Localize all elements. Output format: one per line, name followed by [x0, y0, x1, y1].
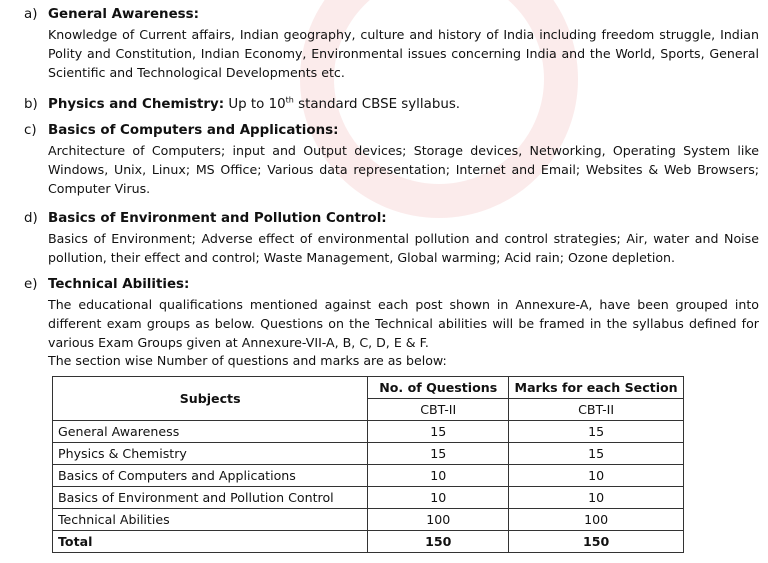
- table-row: [53, 421, 684, 443]
- section-letter: b): [24, 97, 38, 112]
- table-row: [53, 443, 684, 465]
- section-title: Technical Abilities:: [48, 277, 190, 292]
- section-letter: c): [24, 123, 37, 138]
- cell-marks: 100: [509, 509, 684, 531]
- cell-marks: 15: [509, 443, 684, 465]
- header-questions: No. of Questions: [368, 377, 509, 399]
- section-body: Architecture of Computers; input and Output devices; Storage devices, Networking, Operating System like Windows, Unix, Linux; MS Office; Various data representation; Internet and Email; Websites & Web Browsers; Computer Virus.: [48, 143, 759, 196]
- cell-subject: General Awareness: [53, 421, 368, 443]
- cell-total-label: Total: [53, 531, 368, 553]
- table-row: [53, 509, 684, 531]
- section-environment: [24, 210, 759, 267]
- table-row: [53, 465, 684, 487]
- section-general-awareness: [24, 6, 759, 82]
- table-header-row: [53, 377, 684, 399]
- section-letter: d): [24, 211, 38, 226]
- cell-questions: 100: [368, 509, 509, 531]
- subheader-marks: CBT-II: [509, 399, 684, 421]
- cell-total-questions: 150: [368, 531, 509, 553]
- header-subjects: Subjects: [53, 377, 368, 421]
- cell-questions: 15: [368, 421, 509, 443]
- cell-questions: 10: [368, 465, 509, 487]
- cell-subject: Basics of Environment and Pollution Control: [53, 487, 368, 509]
- section-heading: [24, 6, 759, 24]
- section-heading: [24, 210, 759, 228]
- cell-total-marks: 150: [509, 531, 684, 553]
- section-inline-text-end: standard CBSE syllabus.: [293, 97, 461, 112]
- cell-subject: Physics & Chemistry: [53, 443, 368, 465]
- section-heading: [24, 96, 759, 114]
- cell-subject: Basics of Computers and Applications: [53, 465, 368, 487]
- marks-table: [52, 376, 684, 553]
- section-letter: e): [24, 277, 38, 292]
- section-body: The educational qualifications mentioned against each post shown in Annexure-A, have been grouped into different exam groups as below. Questions on the Technical abilities will be framed in the syllabus defined for various Exam Groups given at Annexure-VII-A, B, C, D, E & F.: [48, 297, 759, 350]
- section-heading: [24, 276, 759, 294]
- cell-questions: 10: [368, 487, 509, 509]
- cell-questions: 15: [368, 443, 509, 465]
- section-inline-text: Up to 10: [224, 97, 286, 112]
- section-body: Knowledge of Current affairs, Indian geography, culture and history of India including freedom struggle, Indian Polity and Constitution, Indian Economy, Environmental issues concerning India and the World, Sports, General Scientific and Technological Developments etc.: [48, 27, 759, 80]
- table-intro-note: The section wise Number of questions and marks are as below:: [48, 353, 447, 368]
- section-physics-chemistry: [24, 96, 759, 114]
- section-body: Basics of Environment; Adverse effect of environmental pollution and control strategies; Air, water and Noise pollution, their effect and control; Waste Management, Global warming; Acid rain; Ozone depletion.: [48, 231, 759, 265]
- subheader-questions: CBT-II: [368, 399, 509, 421]
- section-title: General Awareness:: [48, 7, 199, 22]
- section-letter: a): [24, 7, 38, 22]
- cell-marks: 10: [509, 487, 684, 509]
- table-total-row: [53, 531, 684, 553]
- cell-marks: 10: [509, 465, 684, 487]
- header-marks: Marks for each Section: [509, 377, 684, 399]
- section-title: Physics and Chemistry:: [48, 97, 225, 112]
- ordinal-superscript: th: [285, 95, 294, 105]
- section-heading: [24, 122, 759, 140]
- cell-marks: 15: [509, 421, 684, 443]
- section-title: Basics of Computers and Applications:: [48, 123, 339, 138]
- cell-subject: Technical Abilities: [53, 509, 368, 531]
- section-computers: [24, 122, 759, 198]
- section-technical-abilities: [24, 276, 759, 369]
- section-title: Basics of Environment and Pollution Control:: [48, 211, 387, 226]
- table-row: [53, 487, 684, 509]
